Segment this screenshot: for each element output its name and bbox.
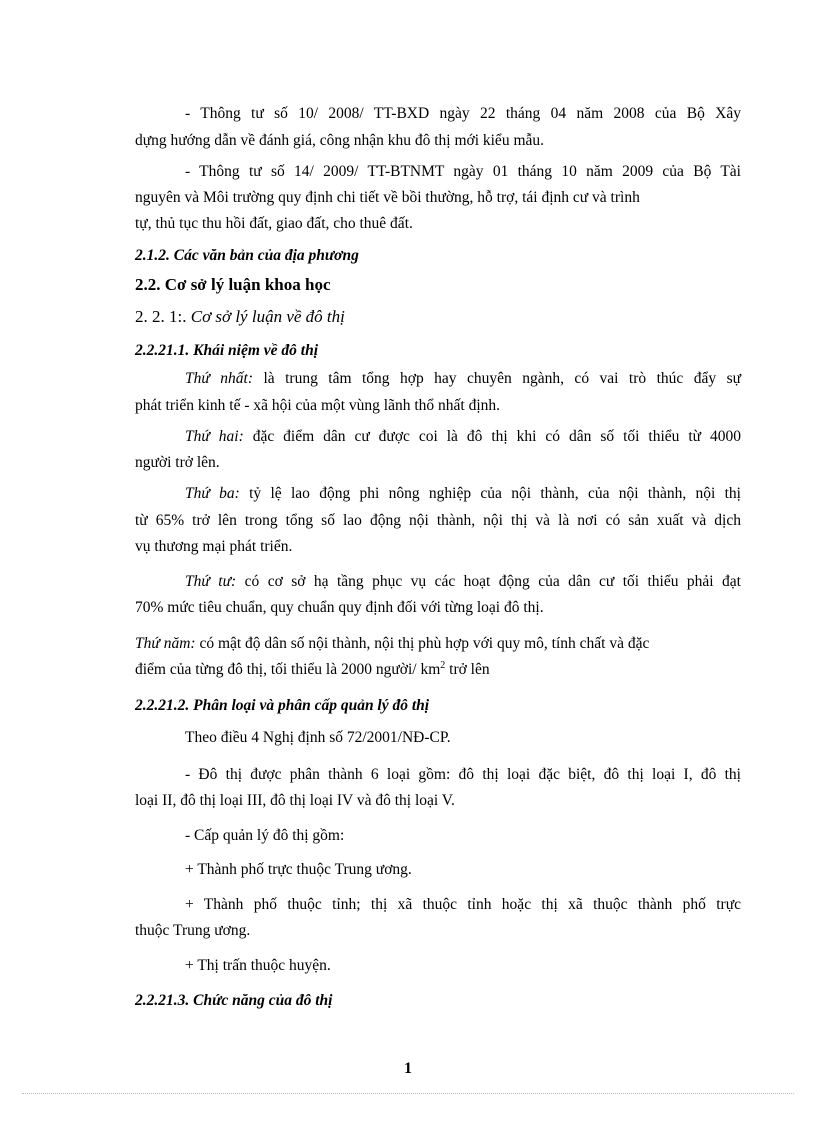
paragraph-line: vụ thương mại phát triển.	[135, 538, 293, 555]
heading-2-2-21-3: 2.2.21.3. Chức năng của đô thị	[135, 992, 333, 1009]
paragraph-line: 70% mức tiêu chuẩn, quy chuẩn quy định đối với từng loại đô thị.	[135, 599, 544, 616]
heading-2-2-21-2: 2.2.21.2. Phân loại và phân cấp quản lý đô thị	[135, 697, 430, 714]
paragraph-line: tự, thủ tục thu hồi đất, giao đất, cho thuê đất.	[135, 215, 413, 232]
heading-2-1-2: 2.1.2. Các văn bản của địa phương	[135, 247, 359, 264]
paragraph-line: + Thị trấn thuộc huyện.	[185, 957, 331, 974]
lead-term: Thứ năm:	[135, 635, 196, 652]
lead-term: Thứ nhất:	[185, 370, 254, 387]
heading-2-2-1	[135, 307, 741, 327]
lead-term: Thứ hai:	[185, 428, 244, 445]
paragraph-line: từ 65% trở lên trong tổng số lao động nội thành, nội thị và là nơi có sản xuất và dịch	[135, 512, 741, 529]
superscript: 2	[440, 659, 446, 671]
paragraph-line: + Thành phố trực thuộc Trung ương.	[185, 861, 412, 878]
line-text: điểm của từng đô thị, tối thiểu là 2000 người/ km	[135, 661, 441, 678]
line-text: có mật độ dân số nội thành, nội thị phù hợp với quy mô, tính chất và đặc	[195, 635, 650, 652]
paragraph-line	[185, 427, 741, 447]
page-bottom-border	[22, 1093, 794, 1094]
heading-separator: :.	[177, 307, 187, 326]
paragraph-line: loại II, đô thị loại III, đô thị loại IV và đô thị loại V.	[135, 792, 455, 809]
paragraph-line	[135, 660, 741, 680]
lead-term: Thứ ba:	[185, 485, 240, 502]
paragraph-line: người trở lên.	[135, 454, 220, 471]
heading-text: Cơ sở lý luận về đô thị	[190, 307, 345, 326]
lead-term: Thứ tư:	[185, 573, 237, 590]
line-text: đặc điểm dân cư được coi là đô thị khi có dân số tối thiểu từ 4000	[243, 428, 741, 445]
paragraph-line: nguyên và Môi trường quy định chi tiết về bồi thường, hỗ trợ, tái định cư và trình	[135, 189, 640, 206]
heading-number: 2. 2. 1	[135, 307, 178, 326]
paragraph-line: thuộc Trung ương.	[135, 922, 251, 939]
line-text: trở lên	[445, 661, 490, 678]
paragraph-line: + Thành phố thuộc tỉnh; thị xã thuộc tỉnh hoặc thị xã thuộc thành phố trực	[185, 896, 741, 913]
paragraph-line: Theo điều 4 Nghị định số 72/2001/NĐ-CP.	[185, 729, 451, 746]
heading-2-2-21-1: 2.2.21.1. Khái niệm về đô thị	[135, 342, 318, 359]
line-text: là trung tâm tổng hợp hay chuyên ngành, có vai trò thúc đẩy sự	[253, 370, 742, 387]
paragraph-line: - Cấp quản lý đô thị gồm:	[185, 827, 345, 844]
paragraph-line: - Đô thị được phân thành 6 loại gồm: đô thị loại đặc biệt, đô thị loại I, đô thị	[185, 766, 741, 783]
paragraph-line	[185, 369, 741, 389]
paragraph-line	[135, 634, 741, 654]
heading-2-2: 2.2. Cơ sở lý luận khoa học	[135, 275, 331, 294]
paragraph-line: - Thông tư số 10/ 2008/ TT-BXD ngày 22 tháng 04 năm 2008 của Bộ Xây	[185, 105, 741, 122]
line-text: có cơ sở hạ tầng phục vụ các hoạt động của dân cư tối thiểu phải đạt	[236, 573, 741, 590]
paragraph-line: - Thông tư số 14/ 2009/ TT-BTNMT ngày 01 tháng 10 năm 2009 của Bộ Tài	[185, 163, 741, 180]
page-number: 1	[404, 1060, 412, 1077]
paragraph-line: phát triển kinh tế - xã hội của một vùng lãnh thổ nhất định.	[135, 397, 501, 414]
paragraph-line	[185, 572, 741, 592]
paragraph-line	[185, 484, 741, 504]
paragraph-line: dựng hướng dẫn về đánh giá, công nhận khu đô thị mới kiểu mẫu.	[135, 132, 545, 149]
line-text: tỷ lệ lao động phi nông nghiệp của nội thành, của nội thành, nội thị	[239, 485, 741, 502]
